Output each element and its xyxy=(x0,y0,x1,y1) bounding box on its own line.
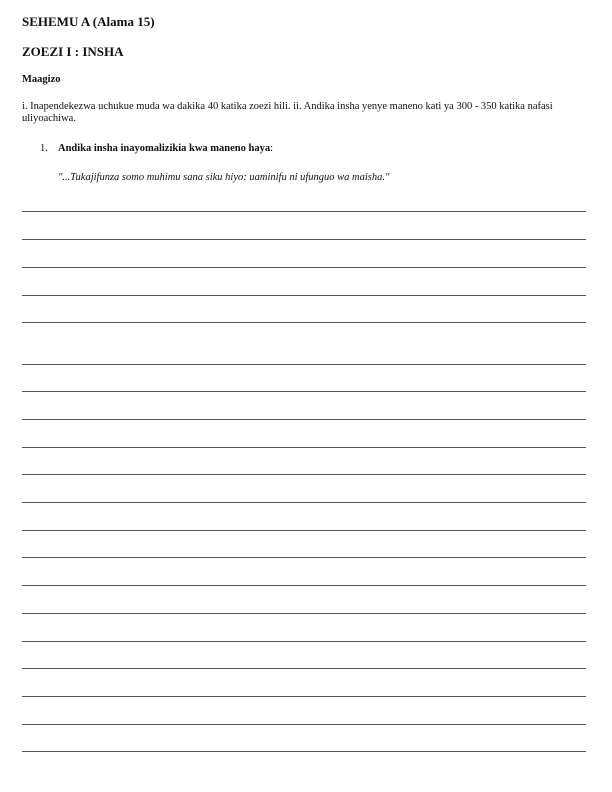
answer-line xyxy=(22,696,586,697)
question-colon: : xyxy=(270,143,274,154)
answer-line xyxy=(22,474,586,475)
answer-line xyxy=(22,502,586,503)
answer-line xyxy=(22,295,586,296)
answer-writing-area[interactable] xyxy=(22,0,586,792)
answer-line xyxy=(22,530,586,531)
question-number: 1. xyxy=(40,143,48,154)
answer-line xyxy=(22,724,586,725)
answer-line xyxy=(22,364,586,365)
question-prompt: Andika insha inayomalizikia kwa maneno haya xyxy=(58,143,271,154)
answer-line xyxy=(22,613,586,614)
essay-ending-quote: "...Tukajifunza somo muhimu sana siku hiyo: uaminifu ni ufunguo wa maisha." xyxy=(58,172,390,183)
answer-line xyxy=(22,668,586,669)
answer-line xyxy=(22,557,586,558)
answer-line xyxy=(22,585,586,586)
answer-line xyxy=(22,239,586,240)
answer-line xyxy=(22,267,586,268)
answer-line xyxy=(22,322,586,323)
section-title: SEHEMU A (Alama 15) xyxy=(22,14,155,29)
instructions-heading: Maagizo xyxy=(22,74,61,85)
instructions-text: i. Inapendekezwa uchukue muda wa dakika 40 katika zoezi hili. ii. Andika insha yenye maneno kati ya 300 - 350 katika nafasi uliyoachiwa. xyxy=(22,101,553,124)
answer-line xyxy=(22,419,586,420)
exercise-title: ZOEZI I : INSHA xyxy=(22,44,124,59)
answer-line xyxy=(22,751,586,752)
answer-line xyxy=(22,447,586,448)
answer-line xyxy=(22,641,586,642)
answer-line xyxy=(22,391,586,392)
answer-line xyxy=(22,211,586,212)
